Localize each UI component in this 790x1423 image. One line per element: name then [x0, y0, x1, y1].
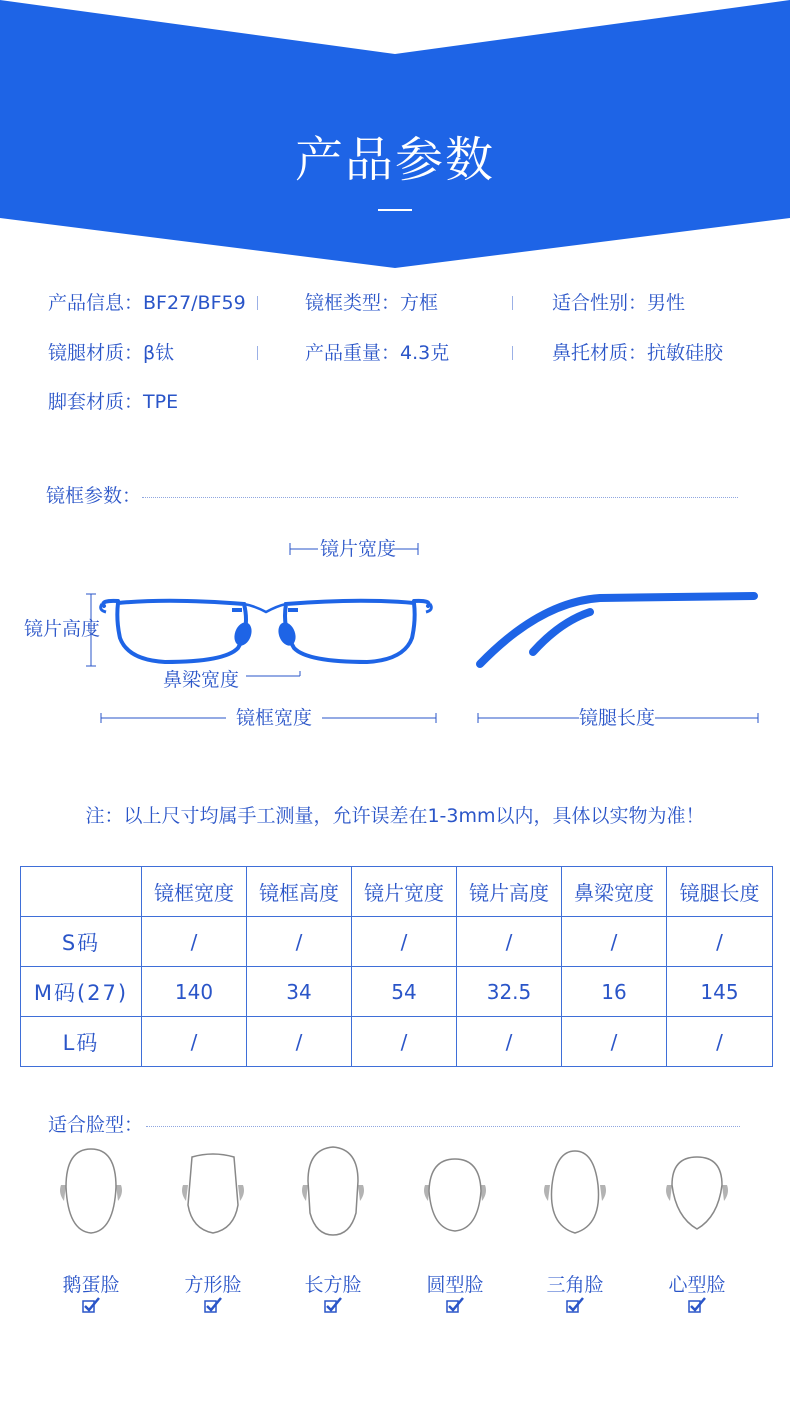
face-shapes-row: [0, 1145, 790, 1325]
table-cell: /: [562, 1017, 667, 1067]
checkmark-icon: [82, 1297, 100, 1313]
info-label: 镜框类型：: [305, 292, 401, 314]
oblong-face-icon: [298, 1145, 368, 1237]
table-cell: /: [352, 1017, 457, 1067]
info-value: β钛: [143, 342, 175, 364]
round-face-icon: [420, 1145, 490, 1237]
info-tip-material: [48, 390, 178, 414]
face-label: 圆型脸: [426, 1274, 484, 1296]
table-cell: /: [247, 917, 352, 967]
face-label: 心型脸: [668, 1274, 726, 1296]
info-label: 产品重量：: [305, 342, 401, 364]
info-nosepad-material: [552, 341, 723, 365]
table-cell: 34: [247, 967, 352, 1017]
checkmark-icon: [324, 1297, 342, 1313]
square-face-icon: [178, 1145, 248, 1237]
table-cell: /: [352, 917, 457, 967]
table-cell: /: [667, 1017, 773, 1067]
lens-height-label: 镜片高度: [24, 618, 101, 640]
table-header-cell: [21, 867, 142, 917]
info-value: 4.3克: [400, 342, 450, 364]
size-label-cell: M码(27): [21, 967, 142, 1017]
table-header-cell: 镜腿长度: [667, 867, 773, 917]
face-item: [515, 1145, 635, 1313]
table-cell: 140: [142, 967, 247, 1017]
info-label: 鼻托材质：: [552, 342, 648, 364]
face-item: [31, 1145, 151, 1313]
info-gender: [552, 291, 685, 315]
face-label: 方形脸: [184, 1274, 242, 1296]
frame-params-label: 镜框参数：: [46, 485, 142, 507]
dotted-divider: [142, 497, 738, 498]
measurement-note: 注：以上尺寸均属手工测量，允许误差在1-3mm以内，具体以实物为准！: [85, 805, 705, 827]
info-label: 镜腿材质：: [48, 342, 144, 364]
table-cell: /: [142, 917, 247, 967]
table-row: [21, 917, 773, 967]
table-cell: /: [562, 917, 667, 967]
info-label: 产品信息：: [48, 292, 144, 314]
table-row: [21, 967, 773, 1017]
table-header-cell: 镜框宽度: [142, 867, 247, 917]
oval-face-icon: [56, 1145, 126, 1237]
glasses-drawing: [0, 530, 790, 740]
table-row: [21, 1017, 773, 1067]
face-label: 三角脸: [546, 1274, 604, 1296]
title-underline: [378, 209, 412, 211]
dotted-divider: [146, 1126, 740, 1127]
frame-width-label: 镜框宽度: [236, 707, 313, 729]
triangle-face-icon: [540, 1145, 610, 1237]
table-header-row: [21, 867, 773, 917]
checkmark-icon: [688, 1297, 706, 1313]
header-banner: [0, 0, 790, 270]
temple-length-label: 镜腿长度: [579, 707, 656, 729]
info-separator: [257, 296, 258, 310]
info-frame-type: [305, 291, 438, 315]
info-value: 男性: [647, 292, 686, 314]
checkmark-icon: [204, 1297, 222, 1313]
info-separator: [512, 346, 513, 360]
table-header-cell: 鼻梁宽度: [562, 867, 667, 917]
table-header-cell: 镜框高度: [247, 867, 352, 917]
face-item: [395, 1145, 515, 1313]
info-value: 方框: [400, 292, 439, 314]
table-cell: 54: [352, 967, 457, 1017]
face-item: [273, 1145, 393, 1313]
info-label: 适合性别：: [552, 292, 648, 314]
table-header-cell: 镜片高度: [457, 867, 562, 917]
size-table: [20, 866, 773, 1067]
page-title: 产品参数: [294, 132, 495, 188]
bridge-width-label: 鼻梁宽度: [163, 669, 240, 691]
info-value: TPE: [143, 391, 179, 413]
info-label: 脚套材质：: [48, 391, 144, 413]
checkmark-icon: [446, 1297, 464, 1313]
table-header-cell: 镜片宽度: [352, 867, 457, 917]
table-cell: 145: [667, 967, 773, 1017]
table-cell: /: [457, 917, 562, 967]
face-label: 鹅蛋脸: [62, 1274, 120, 1296]
info-separator: [257, 346, 258, 360]
face-item: [153, 1145, 273, 1313]
table-cell: 16: [562, 967, 667, 1017]
info-value: BF27/BF59: [143, 292, 246, 314]
table-cell: /: [247, 1017, 352, 1067]
heart-face-icon: [662, 1145, 732, 1237]
face-item: [637, 1145, 757, 1313]
frame-diagram: [0, 530, 790, 740]
info-product-code: [48, 291, 246, 315]
table-cell: /: [667, 917, 773, 967]
info-weight: [305, 341, 449, 365]
table-cell: /: [457, 1017, 562, 1067]
size-label-cell: S码: [21, 917, 142, 967]
size-label-cell: L码: [21, 1017, 142, 1067]
face-shapes-label: 适合脸型：: [48, 1114, 144, 1136]
table-cell: /: [142, 1017, 247, 1067]
table-cell: 32.5: [457, 967, 562, 1017]
lens-width-label: 镜片宽度: [320, 538, 397, 560]
face-label: 长方脸: [304, 1274, 362, 1296]
checkmark-icon: [566, 1297, 584, 1313]
info-temple-material: [48, 341, 174, 365]
info-separator: [512, 296, 513, 310]
info-value: 抗敏硅胶: [647, 342, 724, 364]
